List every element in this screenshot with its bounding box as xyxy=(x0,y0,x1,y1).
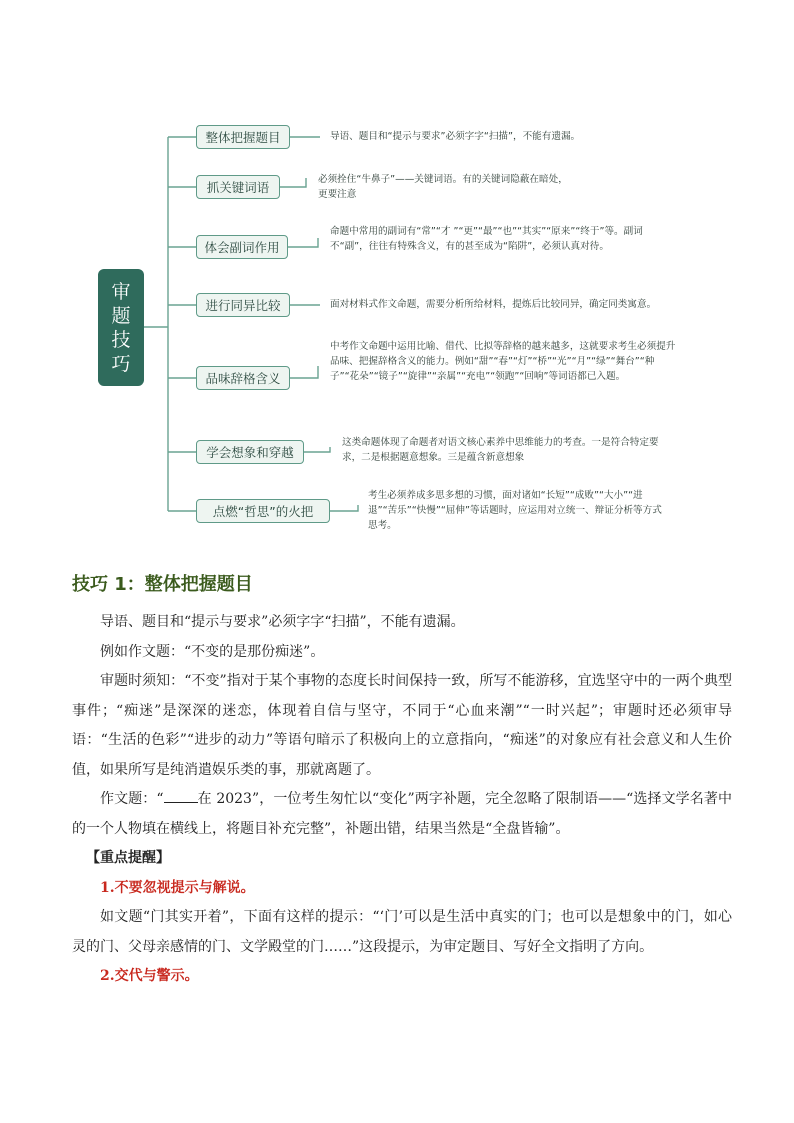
tip-heading: 2.交代与警示。 xyxy=(100,968,199,984)
branch-desc: 必须拴住“牛鼻子”——关键词语。有的关键词隐蔽在暗处，更要注意 xyxy=(318,174,568,200)
branch-node: 体会副词作用 xyxy=(196,235,288,259)
branch-node: 品味辞格含义 xyxy=(196,366,290,390)
mindmap xyxy=(0,0,794,540)
root-char: 技 xyxy=(111,328,131,351)
branch-desc: 面对材料式作文命题，需要分析所给材料，提炼后比较同异，确定同类寓意。 xyxy=(330,299,657,310)
key-reminder-label: 【重点提醒】 xyxy=(86,850,170,866)
paragraph xyxy=(72,785,732,844)
section-heading: 技巧 1：整体把握题目 xyxy=(72,574,253,595)
branch-desc: 命题中常用的副词有“常”“才 ”“更”“最”“也”“其实”“原来”“终于”等。副词不“副”，往往有特殊含义，有的甚至成为“陷阱”，必须认真对待。 xyxy=(330,226,643,252)
text-fragment: 在 2023”，一位考生匆忙以“变化”两字补题，完全忽略了限制语——“选择文学名著中的一个人物填在横线上，将题目补充完整”，补题出错，结果当然是“全盘皆输”。 xyxy=(72,791,732,837)
branch-node: 学会想象和穿越 xyxy=(196,440,304,464)
branch-node: 整体把握题目 xyxy=(196,125,290,149)
branch-desc: 中考作文命题中运用比喻、借代、比拟等辞格的越来越多，这就要求考生必须提升品味、把握辞格含义的能力。例如“甜”“春”“灯”“桥”“光”“月”“绿”“舞台”“种子”“花朵”“镜子”“旋律”“亲属”“充电”“领跑”“回响”等词语都已入题。 xyxy=(330,341,676,382)
paragraph: 导语、题目和“提示与要求”必须字字“扫描”，不能有遗漏。 xyxy=(100,614,465,630)
branch-node: 进行同异比较 xyxy=(196,293,290,317)
root-char: 题 xyxy=(111,304,131,327)
mindmap-root xyxy=(98,269,144,386)
tip-heading: 1.不要忽视提示与解说。 xyxy=(100,879,255,896)
root-char: 审 xyxy=(111,280,131,303)
branch-desc: 导语、题目和“提示与要求”必须字字“扫描”，不能有遗漏。 xyxy=(330,131,581,142)
branch-node: 抓关键词语 xyxy=(196,175,280,199)
branch-desc: 考生必须养成多思多想的习惯，面对诸如“长短”“成败”“大小”“进退”“苦乐”“快慢”“屈伸”等话题时，应运用对立统一、辩证分析等方式思考。 xyxy=(368,490,662,531)
root-char: 巧 xyxy=(111,352,131,375)
paragraph: 审题时须知：“不变”指对于某个事物的态度长时间保持一致，所写不能游移，宜选坚守中的一两个典型事件；“痴迷”是深深的迷恋，体现着自信与坚守，不同于“心血来潮”“一时兴起”；审题时还必须审导语：“生活的色彩”“进步的动力”等语句暗示了积极向上的立意指向，“痴迷”的对象应有社会意义和人生价值，如果所写是纯消遣娱乐类的事，那就离题了。 xyxy=(72,673,732,778)
branch-desc: 这类命题体现了命题者对语文核心素养中思维能力的考查。一是符合特定要求，二是根据题意想象。三是蕴含新意想象 xyxy=(342,437,659,463)
paragraph: 例如作文题：“不变的是那份痴迷”。 xyxy=(100,643,325,660)
branch-node: 点燃“哲思”的火把 xyxy=(196,499,330,523)
blank-line xyxy=(164,790,198,803)
article-body xyxy=(72,570,732,992)
text-fragment: 作文题：“ xyxy=(100,791,164,807)
paragraph: 如文题“门其实开着”，下面有这样的提示：“‘门’可以是生活中真实的门；也可以是想象中的门，如心灵的门、父母亲感情的门、文学殿堂的门……”这段提示，为审定题目、写好全文指明了方向。 xyxy=(72,909,732,955)
